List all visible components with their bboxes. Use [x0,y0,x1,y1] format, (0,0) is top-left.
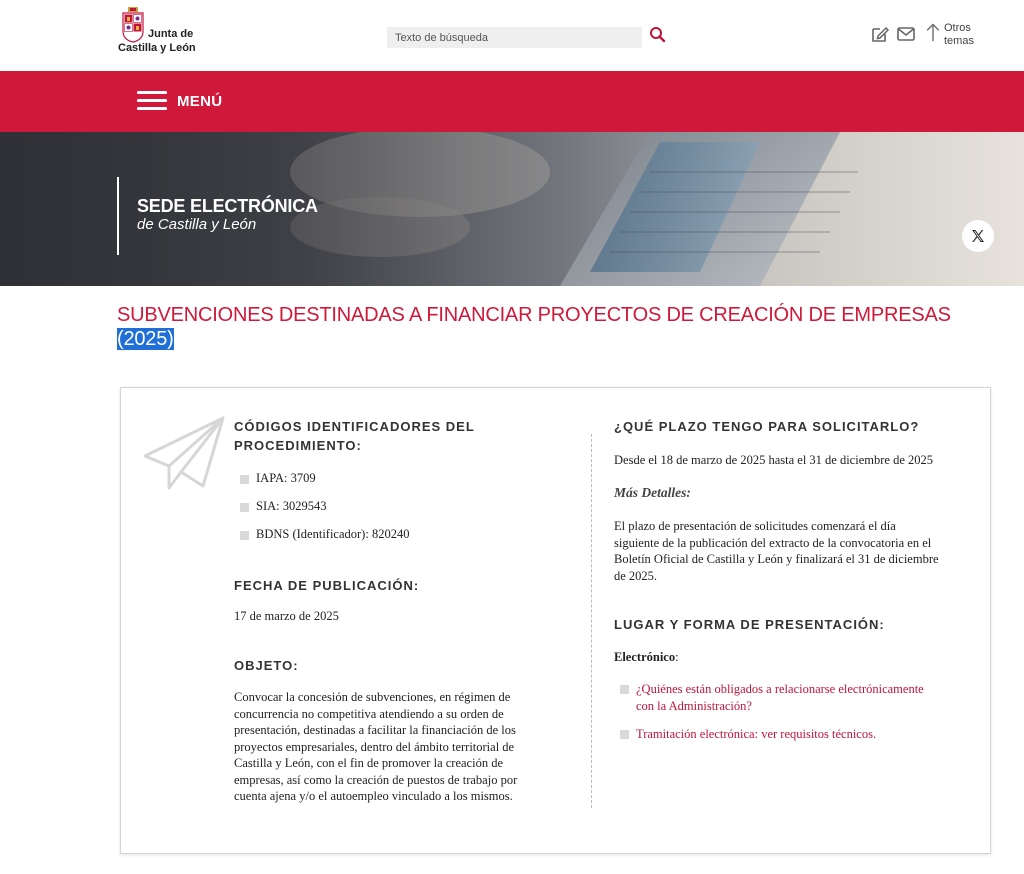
electronico-label-bold: Electrónico [614,650,676,664]
edit-icon[interactable] [870,24,890,44]
codes-title-line2: PROCEDIMIENTO: [234,438,362,453]
objeto-line: proyectos empresariales, dentro del ámbito territorial de [234,739,515,754]
obligados-link[interactable] [636,682,924,713]
codes-section-title [234,417,475,455]
link-item [620,681,975,714]
search-icon[interactable] [648,25,668,45]
objeto-text [234,689,574,805]
menu-button[interactable] [137,90,222,112]
logo-text-line1: Junta de [148,28,194,40]
mas-detalles-label: Más Detalles: [614,485,691,500]
codes-list [240,471,409,542]
otros-line1: Otros [944,22,971,34]
detalle-line: El plazo de presentación de solicitudes comenzará el día [614,519,896,533]
objeto-line: Castilla y León, con el fin de promover la creación de [234,756,503,770]
junta-logo[interactable] [118,7,208,57]
codes-title-line1: CÓDIGOS IDENTIFICADORES DEL [234,419,475,434]
detalle-line: siguiente de la publicación del extracto de la convocatoria en el [614,535,932,550]
plazo-text: Desde el 18 de marzo de 2025 hasta el 31 de diciembre de 2025 [614,453,933,467]
presentation-links [620,681,975,743]
coat-of-arms-icon [122,7,144,43]
mail-icon[interactable] [896,24,916,44]
code-item-bdns: BDNS (Identificador): 820240 [240,527,409,542]
top-header [0,0,1024,71]
detalle-line: Boletín Oficial de Castilla y León y finalizará el 31 de diciembre [614,552,939,566]
x-share-button[interactable] [962,220,994,252]
link-item [620,726,975,743]
electronico-colon: : [675,650,679,664]
detalle-line: de 2025. [614,568,658,583]
menu-label: MENÚ [177,92,223,110]
page-title-year: (2025) [117,328,174,350]
arrow-up-icon[interactable] [923,22,943,42]
paper-plane-icon [143,416,225,490]
code-item-iapa: IAPA: 3709 [240,471,409,486]
search-input[interactable] [387,27,642,48]
objeto-line: presentación, destinadas a facilitar la financiación de los [234,723,516,737]
x-logo-icon [970,228,986,244]
logo-text-line2: Castilla y León [118,42,196,54]
page-title-main: SUBVENCIONES DESTINADAS A FINANCIAR PROYECTOS DE CREACIÓN DE EMPRESAS [117,304,951,326]
objeto-line: cuenta ajena y/o el autoempleo vinculado a los mismos. [234,789,513,803]
objeto-section-title: OBJETO: [234,658,299,673]
plazo-section-title: ¿QUÉ PLAZO TENGO PARA SOLICITARLO? [614,419,920,434]
otros-temas-link[interactable] [944,22,974,48]
otros-line2: temas [944,35,974,47]
code-item-sia: SIA: 3029543 [240,499,409,514]
menu-bar [0,71,1024,132]
page-title [117,303,997,351]
banner-divider [117,177,119,255]
objeto-line: empresas, así como la creación de puestos de trabajo por [234,772,518,787]
objeto-line: concurrencia no competitiva atendiendo a su orden de [234,706,504,721]
lugar-section-title: LUGAR Y FORMA DE PRESENTACIÓN: [614,617,885,632]
banner-subtitle: de Castilla y León [137,216,257,233]
hamburger-icon [137,91,167,111]
banner-title: SEDE ELECTRÓNICA [137,196,318,216]
column-divider [591,434,592,808]
publication-section-title: FECHA DE PUBLICACIÓN: [234,578,420,593]
electronico-label [614,649,679,666]
obligados-link-line2: con la Administración? [636,698,752,713]
objeto-line: Convocar la concesión de subvenciones, en régimen de [234,690,511,704]
publication-date: 17 de marzo de 2025 [234,609,339,623]
detalles-text [614,518,984,584]
obligados-link-line1: ¿Quiénes están obligados a relacionarse electrónicamente [636,682,924,696]
tramitacion-link[interactable]: Tramitación electrónica: ver requisitos técnicos. [636,727,877,741]
hero-banner [0,132,1024,286]
